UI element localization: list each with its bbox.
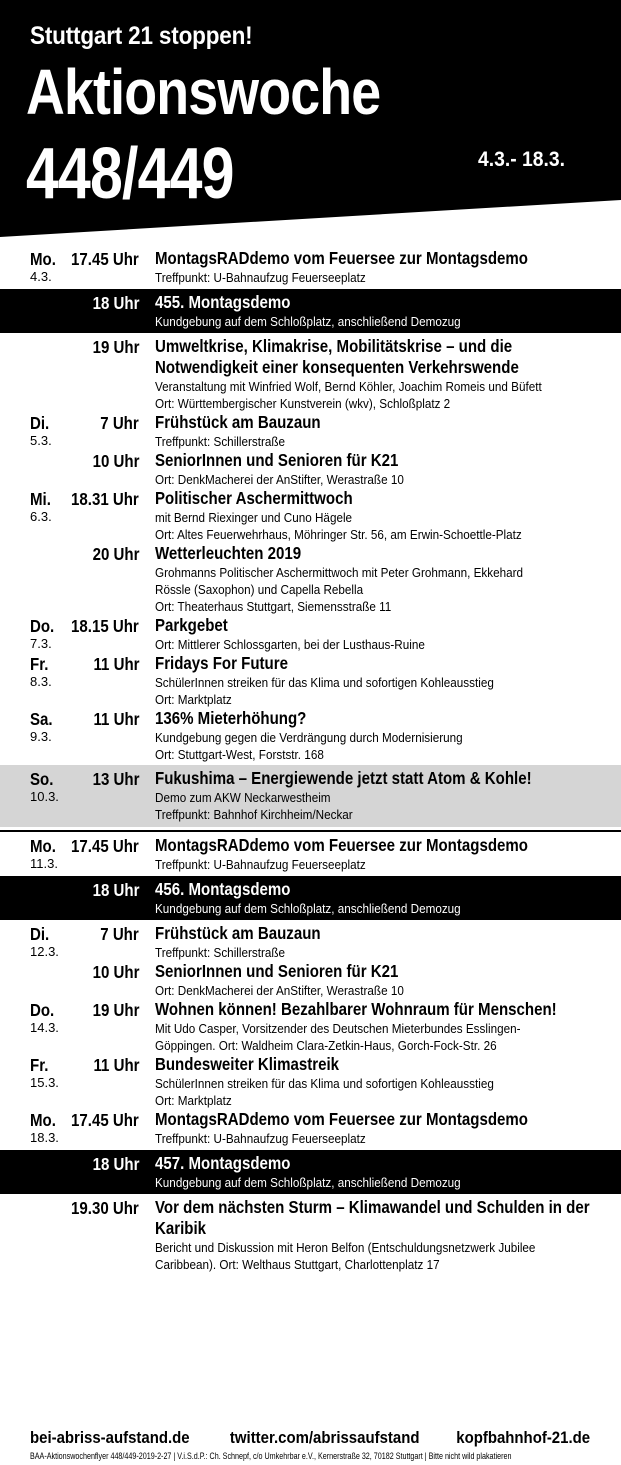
event-title: Fukushima – Energiewende jetzt statt Atom & Kohle! xyxy=(155,768,532,788)
footer-links xyxy=(30,1428,590,1448)
event-day: Di. xyxy=(30,924,50,944)
event-description-line: Ort: Theaterhaus Stuttgart, Siemensstraße 11 xyxy=(155,599,392,614)
event-time: 7 Uhr xyxy=(100,924,139,944)
event-time: 18 Uhr xyxy=(92,1154,139,1174)
event-row xyxy=(0,1150,621,1194)
event-description xyxy=(155,1075,605,1109)
event-content xyxy=(155,653,605,708)
event-date: 10.3. xyxy=(30,789,59,804)
event-description-line: Treffpunkt: U-Bahnaufzug Feuerseeplatz xyxy=(155,857,366,872)
event-content xyxy=(155,1153,605,1191)
event-title: Umweltkrise, Klimakrise, Mobilitätskrise – und die Notwendigkeit einer konsequenten Verkehrswende xyxy=(155,336,519,377)
event-time: 11 Uhr xyxy=(92,709,139,729)
event-title: 136% Mieterhöhung? xyxy=(155,708,307,728)
event-title: 455. Montagsdemo xyxy=(155,292,291,312)
event-day: Do. xyxy=(30,616,55,636)
event-description-line: Treffpunkt: Schillerstraße xyxy=(155,434,286,449)
event-description-line: Bericht und Diskussion mit Heron Belfon (Entschuldungsnetzwerk Jubilee xyxy=(155,1240,536,1255)
event-day: Mo. xyxy=(30,1110,56,1130)
event-content xyxy=(155,768,605,823)
event-row xyxy=(0,248,621,286)
event-description-line: Grohmanns Politischer Aschermittwoch mit Peter Grohmann, Ekkehard xyxy=(155,565,524,580)
event-day: Mi. xyxy=(30,489,51,509)
event-day: Di. xyxy=(30,413,50,433)
event-time: 11 Uhr xyxy=(92,654,139,674)
event-time: 17.45 Uhr xyxy=(71,836,139,856)
event-row xyxy=(0,653,621,708)
event-time: 19.30 Uhr xyxy=(71,1198,139,1218)
event-row xyxy=(0,412,621,450)
event-description-line: Ort: DenkMacherei der AnStifter, Werastraße 10 xyxy=(155,983,404,998)
event-description xyxy=(155,1239,605,1273)
event-content xyxy=(155,488,605,543)
event-description xyxy=(155,509,605,543)
event-title: SeniorInnen und Senioren für K21 xyxy=(155,450,399,470)
event-description xyxy=(155,944,605,961)
event-day: Mo. xyxy=(30,249,56,269)
event-description-line: Treffpunkt: U-Bahnaufzug Feuerseeplatz xyxy=(155,270,366,285)
event-description xyxy=(155,1174,605,1191)
event-description xyxy=(155,564,605,615)
event-description-line: Göppingen. Ort: Waldheim Clara-Zetkin-Haus, Gorch-Fock-Str. 26 xyxy=(155,1038,497,1053)
event-description-line: Veranstaltung mit Winfried Wolf, Bernd Köhler, Joachim Romeis und Büfett xyxy=(155,379,542,394)
event-description xyxy=(155,789,605,823)
event-content xyxy=(155,412,605,450)
event-date: 12.3. xyxy=(30,944,59,959)
event-title: MontagsRADdemo vom Feuersee zur Montagsdemo xyxy=(155,835,528,855)
twitter-link[interactable]: twitter.com/abrissaufstand xyxy=(229,1428,420,1447)
event-content xyxy=(155,835,605,873)
event-description-line: Ort: Stuttgart-West, Forststr. 168 xyxy=(155,747,324,762)
event-day: Fr. xyxy=(30,1055,49,1075)
event-description-line: Ort: Mittlerer Schlossgarten, bei der Lusthaus-Ruine xyxy=(155,637,425,652)
event-date: 8.3. xyxy=(30,674,52,689)
event-description xyxy=(155,982,605,999)
event-description-line: Caribbean). Ort: Welthaus Stuttgart, Charlottenplatz 17 xyxy=(155,1257,440,1272)
event-description-line: SchülerInnen streiken für das Klima und sofortigen Kohleausstieg xyxy=(155,1076,494,1091)
event-day: Sa. xyxy=(30,709,53,729)
event-title: Parkgebet xyxy=(155,615,228,635)
event-time: 10 Uhr xyxy=(92,451,139,471)
event-description-line: Ort: Marktplatz xyxy=(155,692,232,707)
event-row xyxy=(0,450,621,488)
event-description xyxy=(155,1130,605,1147)
event-date: 18.3. xyxy=(30,1130,59,1145)
event-content xyxy=(155,615,605,653)
event-day: So. xyxy=(30,769,54,789)
website-link[interactable]: bei-abriss-aufstand.de xyxy=(30,1428,190,1447)
header-banner xyxy=(0,0,621,237)
event-row xyxy=(0,708,621,763)
event-title: MontagsRADdemo vom Feuersee zur Montagsdemo xyxy=(155,248,528,268)
event-content xyxy=(155,292,605,330)
event-description xyxy=(155,674,605,708)
event-time: 18 Uhr xyxy=(92,880,139,900)
event-description xyxy=(155,900,605,917)
page-title-number: 448/449 xyxy=(26,134,234,214)
event-title: Wohnen können! Bezahlbarer Wohnraum für Menschen! xyxy=(155,999,557,1019)
event-content xyxy=(155,248,605,286)
event-description-line: Kundgebung auf dem Schloßplatz, anschließend Demozug xyxy=(155,1175,461,1190)
event-row xyxy=(0,543,621,615)
event-day: Do. xyxy=(30,1000,55,1020)
event-time: 20 Uhr xyxy=(92,544,139,564)
event-title: Fridays For Future xyxy=(155,653,288,673)
event-row xyxy=(0,615,621,653)
event-time: 18.31 Uhr xyxy=(71,489,139,509)
event-description-line: Ort: DenkMacherei der AnStifter, Werastraße 10 xyxy=(155,472,404,487)
event-content xyxy=(155,999,605,1054)
event-description-line: mit Bernd Riexinger und Cuno Hägele xyxy=(155,510,353,525)
event-description-line: Treffpunkt: U-Bahnaufzug Feuerseeplatz xyxy=(155,1131,366,1146)
event-date: 5.3. xyxy=(30,433,52,448)
event-row xyxy=(0,336,621,412)
event-content xyxy=(155,961,605,999)
event-time: 7 Uhr xyxy=(100,413,139,433)
event-description-line: Rössle (Saxophon) und Capella Rebella xyxy=(155,582,364,597)
event-description-line: Ort: Marktplatz xyxy=(155,1093,232,1108)
event-content xyxy=(155,450,605,488)
event-date: 6.3. xyxy=(30,509,52,524)
kopfbahnhof-link[interactable]: kopfbahnhof-21.de xyxy=(456,1428,590,1447)
event-time: 18 Uhr xyxy=(92,293,139,313)
event-row xyxy=(0,488,621,543)
event-description-line: Treffpunkt: Schillerstraße xyxy=(155,945,286,960)
event-description-line: Mit Udo Casper, Vorsitzender des Deutschen Mieterbundes Esslingen- xyxy=(155,1021,521,1036)
event-description-line: Demo zum AKW Neckarwestheim xyxy=(155,790,331,805)
event-date: 7.3. xyxy=(30,636,52,651)
event-description xyxy=(155,636,605,653)
event-title: Frühstück am Bauzaun xyxy=(155,923,321,943)
event-date: 9.3. xyxy=(30,729,52,744)
event-title: Politischer Aschermittwoch xyxy=(155,488,353,508)
event-list xyxy=(0,248,621,1273)
event-day: Fr. xyxy=(30,654,49,674)
event-title: SeniorInnen und Senioren für K21 xyxy=(155,961,399,981)
event-row xyxy=(0,289,621,333)
event-description-line: Ort: Württembergischer Kunstverein (wkv), Schloßplatz 2 xyxy=(155,396,451,411)
event-date: 11.3. xyxy=(30,856,58,871)
event-title: 456. Montagsdemo xyxy=(155,879,291,899)
event-title: MontagsRADdemo vom Feuersee zur Montagsdemo xyxy=(155,1109,528,1129)
event-row xyxy=(0,876,621,920)
event-content xyxy=(155,708,605,763)
event-content xyxy=(155,543,605,615)
event-description xyxy=(155,856,605,873)
event-title: Frühstück am Bauzaun xyxy=(155,412,321,432)
event-time: 19 Uhr xyxy=(92,1000,139,1020)
event-row xyxy=(0,1109,621,1147)
event-time: 13 Uhr xyxy=(92,769,139,789)
event-content xyxy=(155,336,605,412)
event-description-line: Kundgebung auf dem Schloßplatz, anschließend Demozug xyxy=(155,901,461,916)
event-content xyxy=(155,1054,605,1109)
page-title: Aktionswoche xyxy=(26,56,381,128)
event-day: Mo. xyxy=(30,836,56,856)
event-description xyxy=(155,729,605,763)
imprint: BAA-Aktionswochenflyer 448/449-2019-2-27 | V.i.S.d.P.: Ch. Schnepf, c/o Umkehrbar e.V., Kernerstraße 32, 70182 Stuttgart | Bitte nicht wild plakatieren xyxy=(30,1451,512,1461)
event-content xyxy=(155,879,605,917)
event-description-line: Kundgebung auf dem Schloßplatz, anschließend Demozug xyxy=(155,314,461,329)
event-content xyxy=(155,1197,605,1273)
date-range: 4.3.- 18.3. xyxy=(478,148,565,171)
event-time: 19 Uhr xyxy=(92,337,139,357)
event-date: 4.3. xyxy=(30,269,52,284)
event-title: Vor dem nächsten Sturm – Klimawandel und Schulden in der Karibik xyxy=(155,1197,590,1238)
event-description-line: Kundgebung gegen die Verdrängung durch Modernisierung xyxy=(155,730,463,745)
event-description-line: SchülerInnen streiken für das Klima und sofortigen Kohleausstieg xyxy=(155,675,494,690)
event-row xyxy=(0,1054,621,1109)
supertitle: Stuttgart 21 stoppen! xyxy=(30,22,253,50)
event-title: 457. Montagsdemo xyxy=(155,1153,291,1173)
event-description xyxy=(155,313,605,330)
event-date: 15.3. xyxy=(30,1075,59,1090)
event-row xyxy=(0,830,621,873)
event-description xyxy=(155,433,605,450)
event-row xyxy=(0,1197,621,1273)
event-time: 17.45 Uhr xyxy=(71,1110,139,1130)
event-time: 17.45 Uhr xyxy=(71,249,139,269)
event-row xyxy=(0,765,621,827)
event-title: Wetterleuchten 2019 xyxy=(155,543,302,563)
event-description xyxy=(155,1020,605,1054)
event-time: 10 Uhr xyxy=(92,962,139,982)
event-date: 14.3. xyxy=(30,1020,59,1035)
event-content xyxy=(155,923,605,961)
event-description-line: Treffpunkt: Bahnhof Kirchheim/Neckar xyxy=(155,807,353,822)
event-row xyxy=(0,999,621,1054)
event-time: 11 Uhr xyxy=(92,1055,139,1075)
event-content xyxy=(155,1109,605,1147)
event-description-line: Ort: Altes Feuerwehrhaus, Möhringer Str. 56, am Erwin-Schoettle-Platz xyxy=(155,527,522,542)
event-description xyxy=(155,471,605,488)
event-row xyxy=(0,961,621,999)
event-row xyxy=(0,923,621,961)
event-description xyxy=(155,269,605,286)
event-description xyxy=(155,378,605,412)
event-time: 18.15 Uhr xyxy=(71,616,139,636)
event-title: Bundesweiter Klimastreik xyxy=(155,1054,340,1074)
